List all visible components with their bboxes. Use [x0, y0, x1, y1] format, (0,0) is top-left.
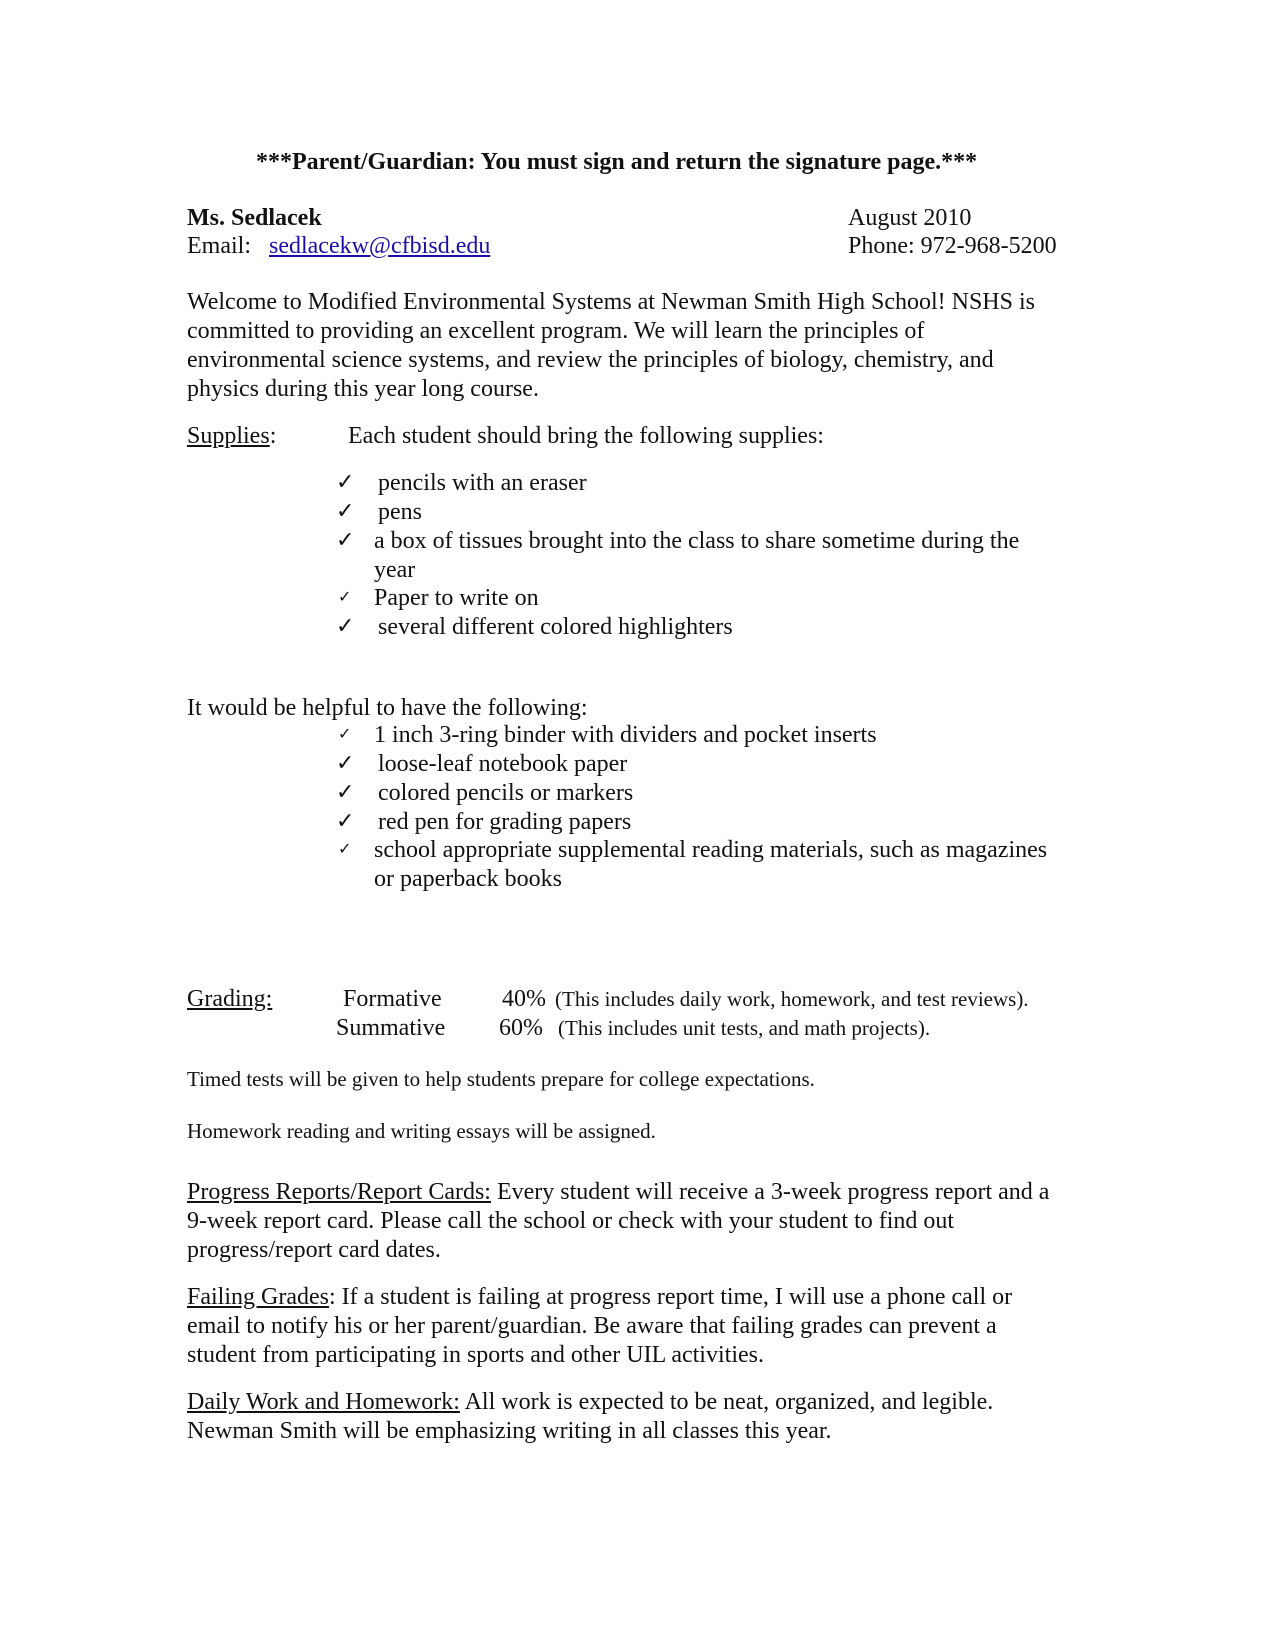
- check-icon: ✓: [336, 809, 355, 834]
- homework-note: Homework reading and writing essays will be assigned.: [187, 1119, 656, 1143]
- supplies-intro: Each student should bring the following supplies:: [348, 423, 824, 449]
- check-icon: ✓: [336, 499, 355, 524]
- check-icon: ✓: [336, 751, 355, 776]
- grading-note-summative: (This includes unit tests, and math projects).: [558, 1016, 931, 1040]
- grading-label-summative: Summative: [336, 1015, 446, 1041]
- helpful-item-continued: or paperback books: [374, 866, 562, 892]
- helpful-item: 1 inch 3-ring binder with dividers and pocket inserts: [374, 722, 877, 748]
- failing-heading: Failing Grades: [187, 1284, 329, 1310]
- helpful-intro: It would be helpful to have the following:: [187, 695, 588, 721]
- supply-item-continued: year: [374, 557, 416, 583]
- grading-note-formative: (This includes daily work, homework, and test reviews).: [555, 987, 1029, 1011]
- timed-tests-note: Timed tests will be given to help students prepare for college expectations.: [187, 1067, 815, 1091]
- grading-label-formative: Formative: [343, 986, 442, 1012]
- failing-line-1: [187, 1283, 1012, 1311]
- grading-percent-summative: 60%: [499, 1015, 543, 1041]
- failing-line-3: student from participating in sports and other UIL activities.: [187, 1342, 764, 1368]
- check-icon: ✓: [338, 724, 352, 743]
- daily-heading: Daily Work and Homework:: [187, 1389, 460, 1415]
- supplies-heading-text: Supplies: [187, 423, 270, 449]
- check-icon: ✓: [338, 839, 352, 858]
- progress-text-1: Every student will receive a 3-week progress report and a: [490, 1179, 1050, 1205]
- failing-text-1: : If a student is failing at progress report time, I will use a phone call or: [328, 1284, 1013, 1310]
- progress-line-2: 9-week report card. Please call the school or check with your student to find out: [187, 1208, 955, 1234]
- phone: Phone: 972-968-5200: [848, 233, 1057, 259]
- supply-item: Paper to write on: [374, 585, 539, 611]
- date: August 2010: [848, 205, 972, 231]
- daily-line-1: [187, 1388, 993, 1416]
- signature-notice: ***Parent/Guardian: You must sign and return the signature page.***: [256, 149, 978, 175]
- email-row: [187, 232, 490, 260]
- check-icon: ✓: [336, 614, 355, 639]
- check-icon: ✓: [338, 587, 352, 606]
- teacher-name: Ms. Sedlacek: [187, 205, 322, 231]
- check-icon: ✓: [336, 780, 355, 805]
- failing-line-2: email to notify his or her parent/guardian. Be aware that failing grades can prevent a: [187, 1313, 997, 1339]
- progress-line-3: progress/report card dates.: [187, 1237, 441, 1263]
- email-link[interactable]: sedlacekw@cfbisd.edu: [268, 233, 491, 259]
- progress-heading: Progress Reports/Report Cards:: [187, 1179, 491, 1205]
- welcome-line-3: environmental science systems, and review the principles of biology, chemistry, and: [187, 347, 994, 373]
- daily-line-2: Newman Smith will be emphasizing writing in all classes this year.: [187, 1418, 832, 1444]
- daily-text-1: All work is expected to be neat, organized, and legible.: [459, 1389, 994, 1415]
- supply-item: pens: [378, 499, 422, 525]
- supplies-heading: [187, 422, 276, 450]
- helpful-item: red pen for grading papers: [378, 809, 632, 835]
- welcome-line-4: physics during this year long course.: [187, 376, 539, 402]
- helpful-item: school appropriate supplemental reading materials, such as magazines: [374, 837, 1048, 863]
- welcome-line-1: Welcome to Modified Environmental Systems at Newman Smith High School! NSHS is: [187, 289, 1035, 315]
- supplies-heading-colon: :: [269, 423, 277, 449]
- helpful-item: colored pencils or markers: [378, 780, 634, 806]
- progress-line-1: [187, 1178, 1049, 1206]
- grading-heading: Grading:: [187, 986, 273, 1012]
- grading-percent-formative: 40%: [502, 986, 546, 1012]
- supply-item: several different colored highlighters: [378, 614, 733, 640]
- supply-item: a box of tissues brought into the class to share sometime during the: [374, 528, 1020, 554]
- helpful-item: loose-leaf notebook paper: [378, 751, 628, 777]
- supply-item: pencils with an eraser: [378, 470, 587, 496]
- email-label: Email:: [187, 233, 251, 259]
- check-icon: ✓: [336, 470, 355, 495]
- welcome-line-2: committed to providing an excellent program. We will learn the principles of: [187, 318, 925, 344]
- check-icon: ✓: [336, 528, 355, 553]
